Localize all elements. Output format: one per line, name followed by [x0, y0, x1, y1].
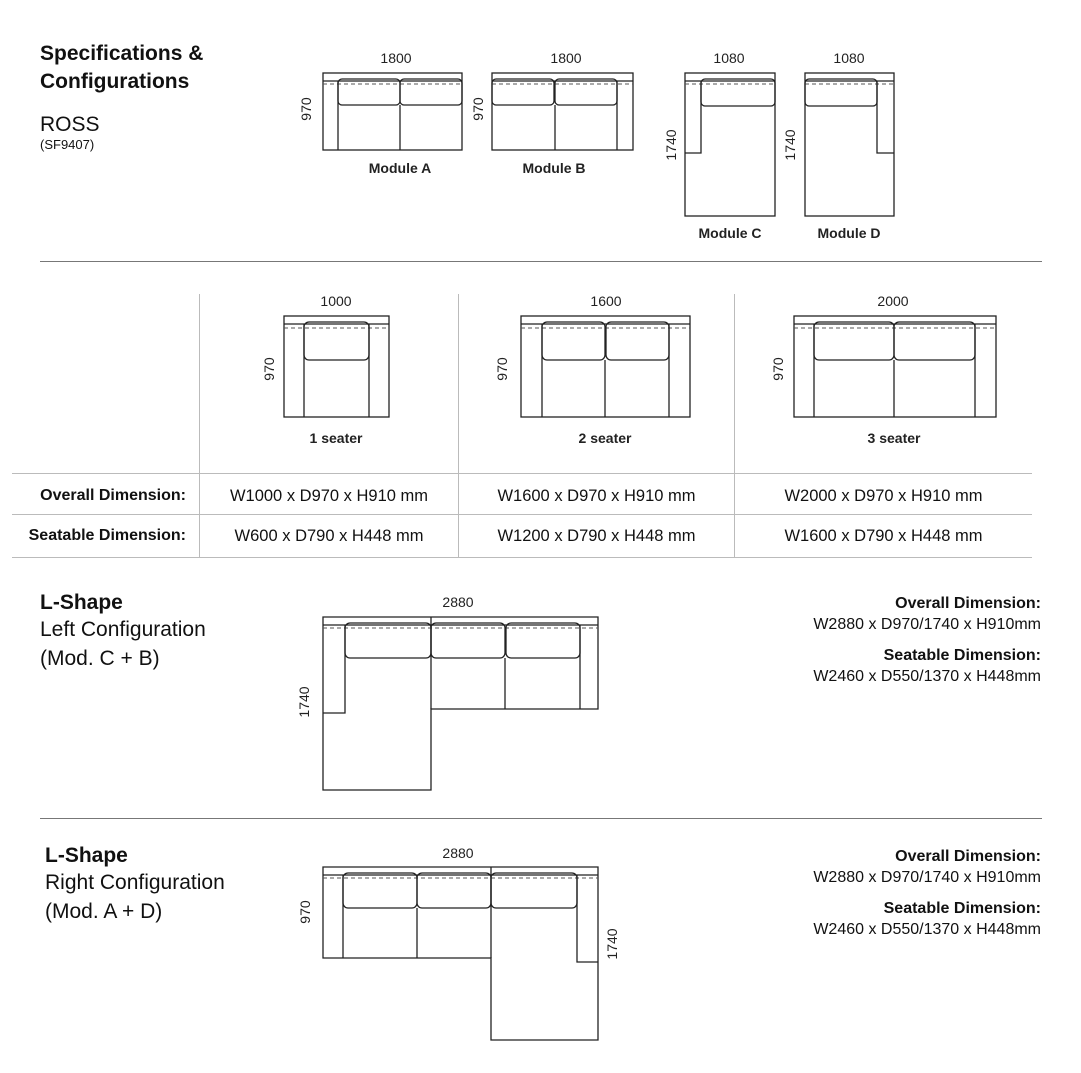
l-left-drawing — [300, 600, 620, 800]
module-b-label: Module B — [522, 160, 586, 176]
module-c-depth: 1740 — [663, 129, 679, 161]
l-left-width: 2880 — [442, 594, 474, 610]
l-right-seatable-label: Seatable Dimension: — [883, 900, 1041, 917]
seater-drawings — [0, 300, 1081, 430]
module-d-width: 1080 — [833, 50, 865, 66]
l-left-depth: 1740 — [296, 686, 312, 718]
module-b-width: 1800 — [550, 50, 582, 66]
product-name: ROSS — [40, 113, 100, 136]
l-left-title: L-Shape — [40, 591, 123, 614]
module-a-drawing — [323, 73, 462, 150]
seatable-dimension-header: Seatable Dimension: — [28, 527, 186, 544]
seater-2-drawing — [521, 316, 690, 417]
l-right-title: L-Shape — [45, 844, 128, 867]
l-right-subtitle: Right Configuration — [45, 871, 225, 894]
seater-2-seatable: W1200 x D790 x H448 mm — [497, 527, 696, 545]
seater-1-width: 1000 — [320, 293, 352, 309]
module-b-depth: 970 — [470, 97, 486, 121]
l-left-subtitle: Left Configuration — [40, 618, 206, 641]
l-right-overall-value: W2880 x D970/1740 x H910mm — [813, 869, 1041, 886]
module-d-drawing — [805, 73, 894, 216]
l-right-modules: (Mod. A + D) — [45, 900, 163, 923]
l-left-overall-label: Overall Dimension: — [895, 595, 1041, 612]
module-c-drawing — [685, 73, 775, 216]
l-right-width: 2880 — [442, 845, 474, 861]
table-row-divider — [12, 473, 1032, 474]
page-title-line-1: Specifications & — [40, 42, 204, 65]
l-left-modules: (Mod. C + B) — [40, 647, 160, 670]
product-code: (SF9407) — [40, 137, 95, 152]
module-d-depth: 1740 — [782, 129, 798, 161]
module-a-depth: 970 — [298, 97, 314, 121]
seater-1-drawing — [284, 316, 389, 417]
l-left-seatable-label: Seatable Dimension: — [883, 647, 1041, 664]
section-divider — [40, 261, 1042, 262]
l-right-drawing — [300, 850, 620, 1050]
module-a-label: Module A — [368, 160, 432, 176]
module-c-width: 1080 — [713, 50, 745, 66]
seater-1-overall: W1000 x D970 x H910 mm — [229, 487, 429, 505]
l-right-seatable-value: W2460 x D550/1370 x H448mm — [813, 921, 1041, 938]
module-drawings — [0, 0, 1081, 260]
seater-1-seatable: W600 x D790 x H448 mm — [234, 527, 424, 545]
seater-3-width: 2000 — [877, 293, 909, 309]
seater-3-seatable: W1600 x D790 x H448 mm — [784, 527, 983, 545]
module-d-label: Module D — [817, 225, 881, 241]
seater-2-label: 2 seater — [578, 430, 632, 446]
seater-2-overall: W1600 x D970 x H910 mm — [497, 487, 696, 505]
l-right-overall-label: Overall Dimension: — [895, 848, 1041, 865]
table-row-divider — [12, 557, 1032, 558]
table-row-divider — [12, 514, 1032, 515]
seater-3-label: 3 seater — [867, 430, 921, 446]
seater-3-drawing — [794, 316, 996, 417]
module-b-drawing — [492, 73, 633, 150]
seater-1-depth: 970 — [261, 357, 277, 381]
l-left-seatable-value: W2460 x D550/1370 x H448mm — [813, 668, 1041, 685]
l-left-overall-value: W2880 x D970/1740 x H910mm — [813, 616, 1041, 633]
overall-dimension-header: Overall Dimension: — [40, 487, 186, 504]
seater-2-width: 1600 — [590, 293, 622, 309]
l-right-depth-left: 970 — [297, 900, 313, 924]
seater-3-overall: W2000 x D970 x H910 mm — [784, 487, 983, 505]
seater-3-depth: 970 — [770, 357, 786, 381]
module-a-width: 1800 — [380, 50, 412, 66]
seater-1-label: 1 seater — [309, 430, 363, 446]
module-c-label: Module C — [698, 225, 762, 241]
seater-2-depth: 970 — [494, 357, 510, 381]
section-divider — [40, 818, 1042, 819]
l-right-depth-right: 1740 — [604, 928, 620, 960]
page-title-line-2: Configurations — [40, 70, 190, 93]
